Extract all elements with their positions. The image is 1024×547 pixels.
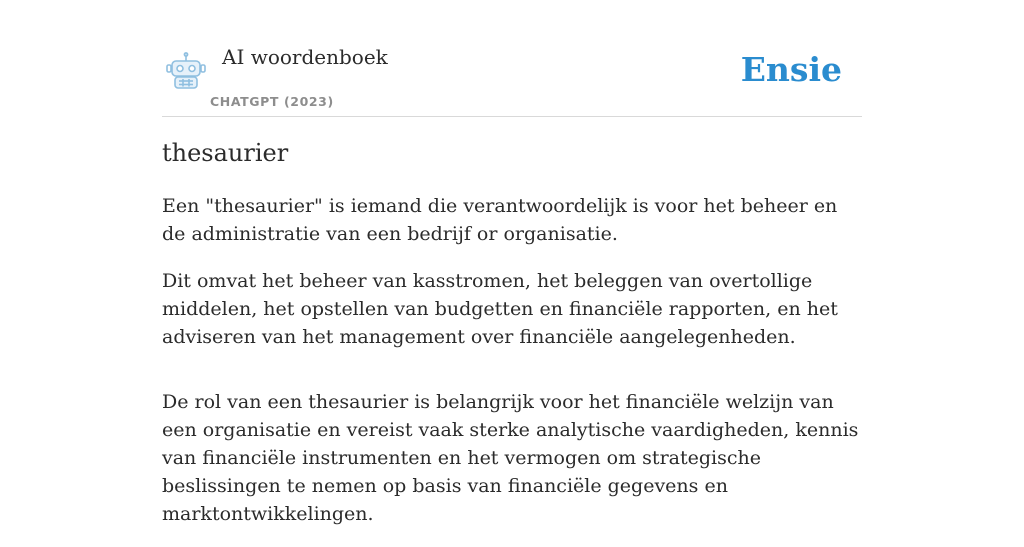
definition-paragraph: Een "thesaurier" is iemand die verantwoordelijk is voor het beheer en de administratie van een bedrijf or organisatie. [162, 195, 838, 245]
definition-paragraph: De rol van een thesaurier is belangrijk voor het financiële welzijn van een organisatie en vereist vaak sterke analytische vaardigheden, kennis van financiële instrumenten en het vermogen om strategische beslissingen te nemen op basis van financiële gegevens en marktontwikkelingen. [162, 391, 859, 525]
entry-definition [162, 192, 862, 547]
entry-term: thesaurier [162, 139, 289, 167]
robot-icon [165, 52, 207, 90]
page-content [162, 0, 862, 525]
definition-paragraph: Dit omvat het beheer van kasstromen, het beleggen van overtollige middelen, het opstellen van budgetten en financiële rapporten, en het adviseren van het management over financiële aangelegenheden. [162, 270, 838, 348]
source-title[interactable]: AI woordenboek [222, 45, 388, 69]
source-header [162, 0, 862, 117]
source-subtitle: CHATGPT (2023) [210, 94, 334, 109]
ensie-logo[interactable]: Ensie [740, 50, 842, 89]
